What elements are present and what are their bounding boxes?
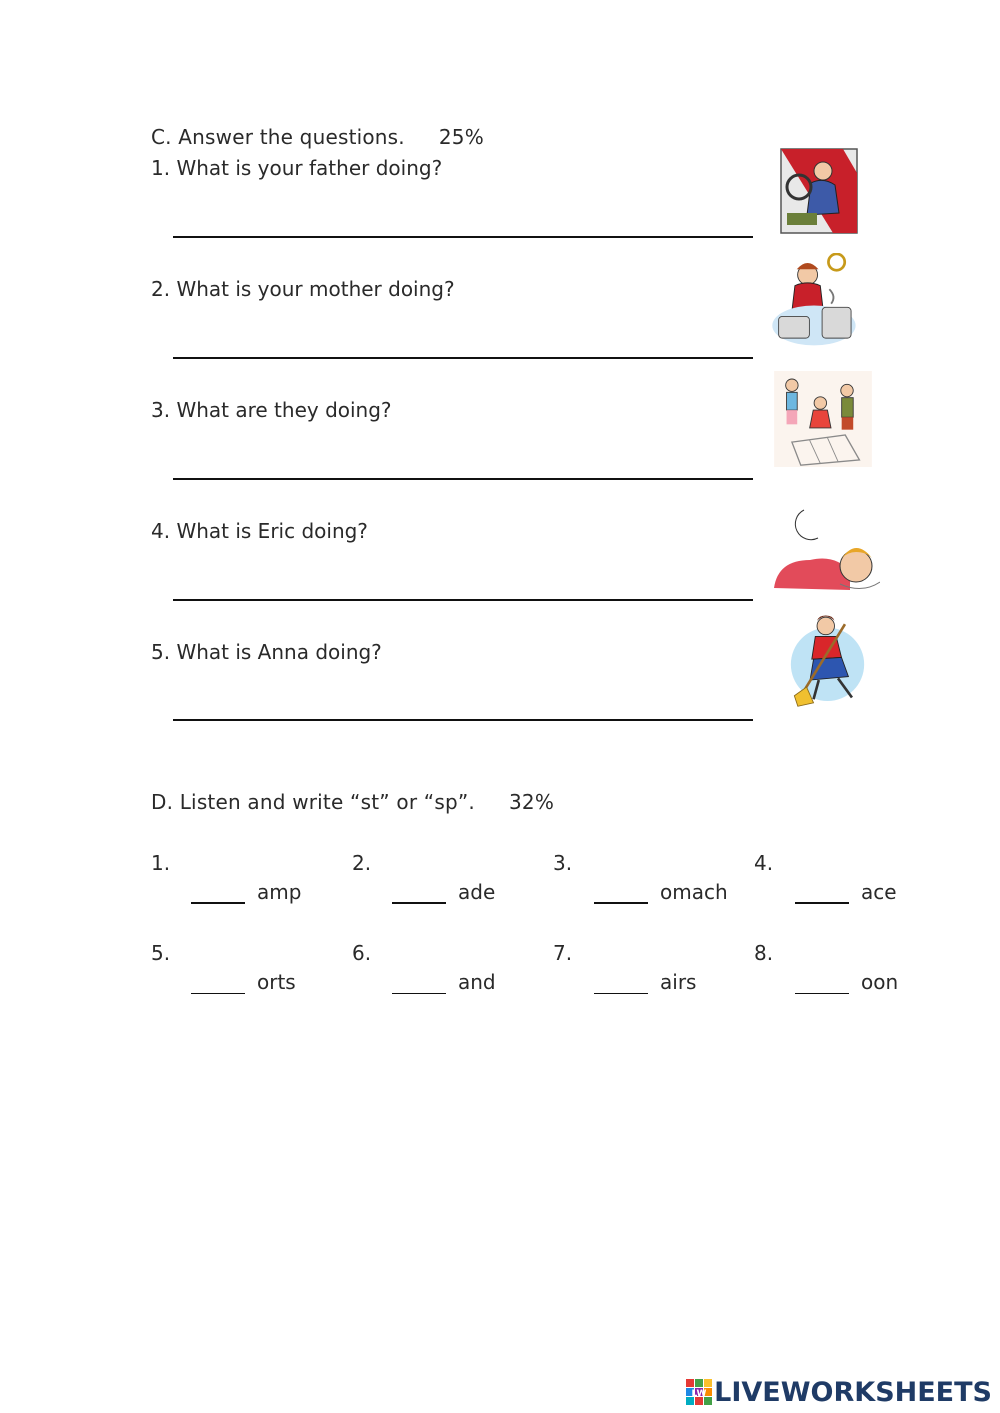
item-7-blank[interactable] [594,973,648,994]
item-1-entry [191,880,301,904]
item-7-number: 7. [553,941,573,965]
answer-line-3[interactable] [173,478,753,480]
question-3-text: 3. What are they doing? [151,398,392,422]
item-7-word: airs [660,970,697,994]
item-1-word: amp [257,880,302,904]
item-4-entry [795,880,897,904]
section-d-title: D. Listen and write “st” or “sp”. [151,790,475,814]
father-driving-picture [773,143,883,239]
item-4-blank[interactable] [795,882,849,904]
item-8-word: oon [861,970,899,994]
item-2-blank[interactable] [392,882,446,904]
answer-line-2[interactable] [173,357,753,359]
liveworksheets-logo [686,1377,992,1407]
children-playing-picture [768,371,878,467]
liveworksheets-logo-text: LIVEWORKSHEETS [714,1376,992,1408]
item-6-blank[interactable] [392,973,446,994]
item-6-number: 6. [352,941,372,965]
item-5-blank[interactable] [191,973,245,994]
item-8-blank[interactable] [795,973,849,994]
item-5-word: orts [257,970,296,994]
question-2-text: 2. What is your mother doing? [151,277,455,301]
anna-sweeping-picture [776,612,886,708]
item-3-entry [594,880,728,904]
answer-line-5[interactable] [173,719,753,721]
item-3-word: omach [660,880,728,904]
liveworksheets-logo-mark: LW [691,1389,707,1399]
section-c-percent: 25% [438,125,484,149]
item-2-entry [392,880,495,904]
item-4-word: ace [861,880,897,904]
item-2-word: ade [458,880,496,904]
item-6-entry [392,970,496,994]
item-8-entry [795,970,898,994]
item-3-blank[interactable] [594,882,648,904]
liveworksheets-logo-icon [686,1379,712,1405]
item-4-number: 4. [754,851,774,875]
item-2-number: 2. [352,851,372,875]
item-1-blank[interactable] [191,882,245,904]
question-4-text: 4. What is Eric doing? [151,519,368,543]
item-5-number: 5. [151,941,171,965]
question-5-text: 5. What is Anna doing? [151,640,382,664]
eric-sleeping-picture [770,503,880,599]
answer-line-4[interactable] [173,599,753,601]
item-5-entry [191,970,296,994]
question-1-text: 1. What is your father doing? [151,156,443,180]
section-c-title: C. Answer the questions. [151,125,405,149]
section-c-heading [151,125,484,149]
answer-line-1[interactable] [173,236,753,238]
item-3-number: 3. [553,851,573,875]
mother-cooking-picture [768,253,878,349]
section-d-percent: 32% [509,790,555,814]
item-1-number: 1. [151,851,171,875]
section-d-heading [151,790,554,814]
item-7-entry [594,970,696,994]
item-8-number: 8. [754,941,774,965]
item-6-word: and [458,970,496,994]
